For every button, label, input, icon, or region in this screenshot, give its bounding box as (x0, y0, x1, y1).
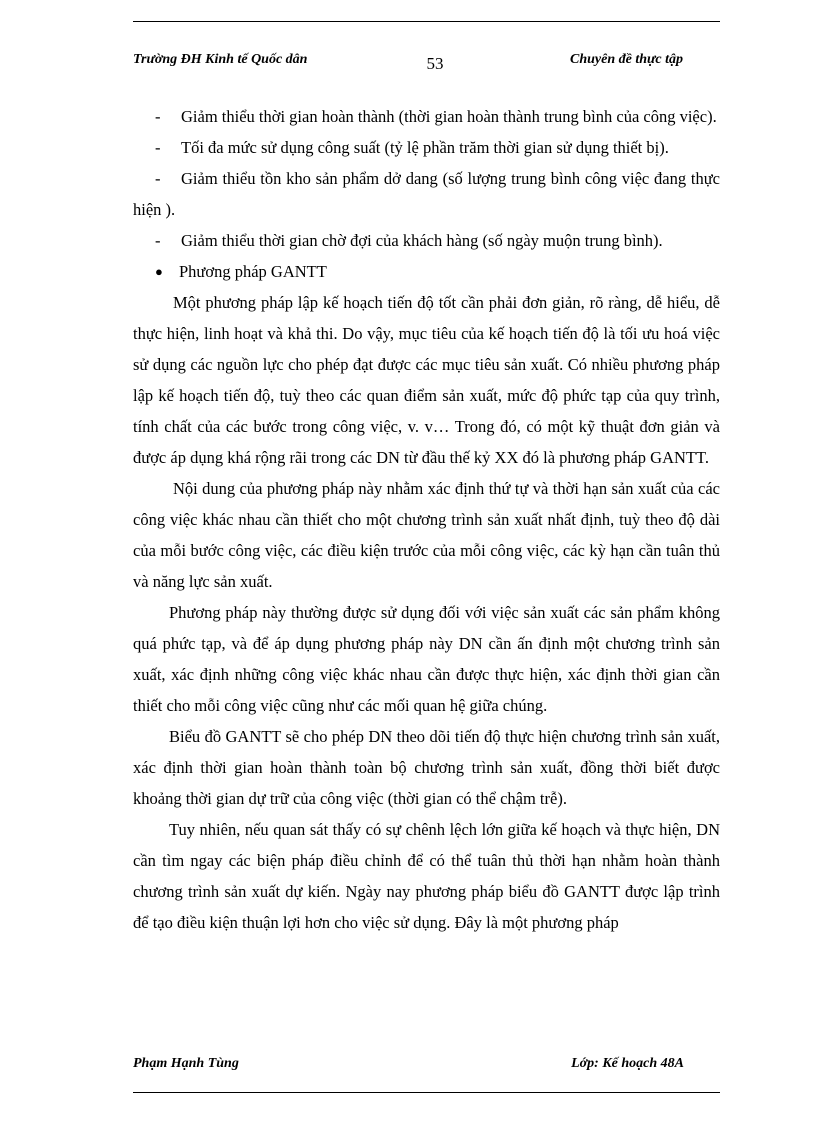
paragraph: Phương pháp này thường được sử dụng đối với việc sản xuất các sản phẩm không quá phức tạp, và để áp dụng phương pháp này DN cần ấn định một chương trình sản xuất, xác định những công việc khác nhau cần được thực hiện, xác định thời gian cần thiết cho mỗi công việc cũng như các mối quan hệ giữa chúng. (133, 603, 720, 715)
header-rule (133, 21, 720, 22)
list-item: - Giảm thiểu thời gian hoàn thành (thời gian hoàn thành trung bình của công việc). (133, 101, 720, 132)
footer-author: Phạm Hạnh Tùng (133, 1056, 239, 1071)
list-item: - Tối đa mức sử dụng công suất (tỷ lệ phần trăm thời gian sử dụng thiết bị). (133, 132, 720, 163)
dash-marker: - (155, 169, 161, 188)
list-item: - Giảm thiểu tồn kho sản phẩm dở dang (số lượng trung bình công việc đang thực hiện ). (133, 163, 720, 225)
footer-rule (133, 1092, 720, 1093)
header-school: Trường ĐH Kinh tế Quốc dân (133, 52, 308, 67)
dash-marker: - (155, 231, 161, 250)
paragraph: Biểu đồ GANTT sẽ cho phép DN theo dõi tiến độ thực hiện chương trình sản xuất, xác định thời gian hoàn thành toàn bộ chương trình sản xuất, đồng thời biết được khoảng thời gian dự trữ của công việc (thời gian có thể chậm trễ). (133, 727, 720, 808)
page-number: 53 (426, 54, 444, 73)
paragraph: Tuy nhiên, nếu quan sát thấy có sự chênh lệch lớn giữa kế hoạch và thực hiện, DN cần tìm ngay các biện pháp điều chỉnh để có thể tuân thủ thời hạn nhằm hoàn thành chương trình sản xuất dự kiến. Ngày nay phương pháp biểu đồ GANTT được lập trình để tạo điều kiện thuận lợi hơn cho việc sử dụng. Đây là một phương pháp (133, 820, 720, 932)
paragraph: Nội dung của phương pháp này nhằm xác định thứ tự và thời hạn sản xuất của các công việc khác nhau cần thiết cho một chương trình sản xuất nhất định, tuỳ theo độ dài của mỗi bước công việc, các điều kiện trước của mỗi công việc, các kỳ hạn cần tuân thủ và năng lực sản xuất. (133, 479, 720, 591)
dash-marker: - (155, 138, 161, 157)
list-item: - Giảm thiểu thời gian chờ đợi của khách hàng (số ngày muộn trung bình). (133, 225, 720, 256)
dash-marker: - (155, 107, 161, 126)
footer-class: Lớp: Kế hoạch 48A (571, 1056, 684, 1071)
section-heading: ● Phương pháp GANTT (133, 256, 720, 287)
paragraph: Một phương pháp lập kế hoạch tiến độ tốt cần phải đơn giản, rõ ràng, dễ hiểu, dễ thực hiện, linh hoạt và khả thi. Do vậy, mục tiêu của kế hoạch tiến độ là tối ưu hoá việc sử dụng các nguồn lực cho phép đạt được các mục tiêu sản xuất. Có nhiều phương pháp lập kế hoạch tiến độ, tuỳ theo các quan điểm sản xuất, mức độ phức tạp của quy trình, tính chất của các bước trong công việc, v. v… Trong đó, có một kỹ thuật đơn giản và được áp dụng khá rộng rãi trong các DN từ đầu thế kỷ XX đó là phương pháp GANTT. (133, 293, 720, 467)
bullet-icon: ● (155, 264, 163, 279)
page-body (133, 101, 720, 938)
header-document-type: Chuyên đề thực tập (569, 52, 683, 67)
